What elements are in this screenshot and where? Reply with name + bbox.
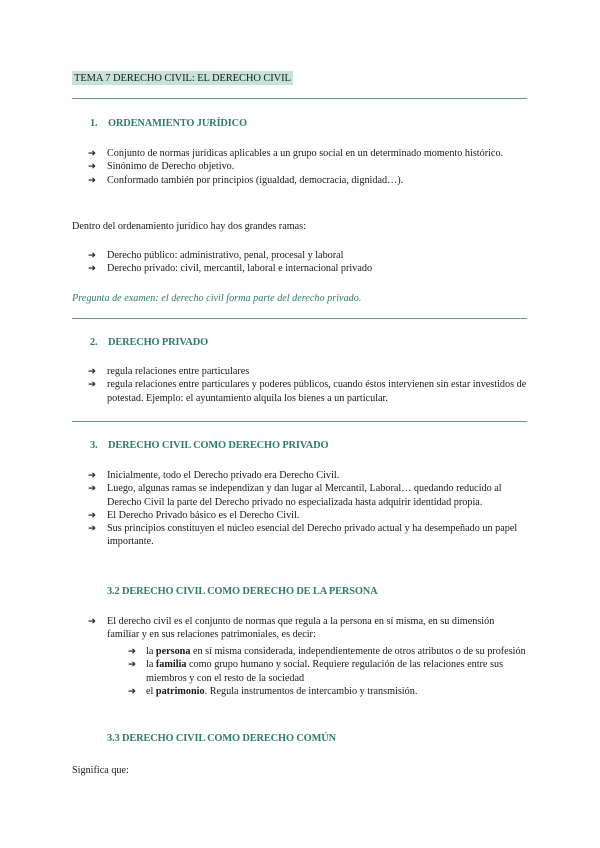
arrow-icon: ➔ bbox=[128, 685, 136, 697]
list-item: ➔ Conformado también por principios (igualdad, democracia, dignidad…). bbox=[88, 174, 404, 186]
ramas-list bbox=[88, 249, 528, 276]
divider bbox=[72, 421, 527, 422]
list-item: ➔ El Derecho Privado básico es el Derecho Civil. bbox=[88, 509, 300, 521]
document-title: TEMA 7 DERECHO CIVIL: EL DERECHO CIVIL bbox=[74, 73, 291, 84]
section-number: 2. bbox=[90, 337, 98, 348]
arrow-icon: ➔ bbox=[128, 646, 136, 657]
section-number: 3. bbox=[90, 440, 98, 451]
paragraph: Significa que: bbox=[72, 765, 129, 776]
section-3-2-heading: 3.2 DERECHO CIVIL COMO DERECHO DE LA PERSONA bbox=[107, 586, 378, 597]
list-item: ➔ Inicialmente, todo el Derecho privado era Derecho Civil. bbox=[88, 470, 340, 481]
list-item: ➔ Luego, algunas ramas se independizan y dan lugar al Mercantil, Laboral… quedando reducido al Derecho Civil la parte del Derecho privado no especializada hasta adquirir identidad propia. bbox=[88, 483, 502, 508]
divider bbox=[72, 318, 527, 319]
section-2-heading bbox=[90, 336, 208, 349]
exam-note: Pregunta de examen: el derecho civil forma parte del derecho privado. bbox=[72, 293, 362, 304]
list-item: ➔ regula relaciones entre particulares y poderes públicos, cuando éstos intervienen sin estar investidos de potestad. Ejemplo: el ayuntamiento alquila los bienes a un particular. bbox=[88, 379, 527, 404]
arrow-icon: ➔ bbox=[88, 509, 96, 521]
sub-list-item: ➔ el patrimonio. Regula instrumentos de intercambio y transmisión. bbox=[128, 685, 418, 697]
arrow-icon: ➔ bbox=[88, 174, 96, 186]
section-2-list bbox=[88, 365, 528, 405]
arrow-icon: ➔ bbox=[88, 366, 96, 377]
arrow-icon: ➔ bbox=[88, 379, 96, 391]
arrow-icon: ➔ bbox=[88, 148, 96, 159]
arrow-icon: ➔ bbox=[128, 659, 136, 671]
section-3-list bbox=[88, 469, 528, 549]
section-title: DERECHO PRIVADO bbox=[108, 337, 209, 348]
section-1-heading bbox=[90, 117, 247, 130]
section-title: DERECHO CIVIL COMO DERECHO PRIVADO bbox=[108, 440, 329, 451]
section-3-3-heading: 3.3 DERECHO CIVIL COMO DERECHO COMÚN bbox=[107, 733, 336, 744]
list-item: ➔ Sus principios constituyen el núcleo esencial del Derecho privado actual y ha desempeñado un papel importante. bbox=[88, 523, 518, 548]
arrow-icon: ➔ bbox=[88, 523, 96, 535]
list-item: ➔ regula relaciones entre particulares bbox=[88, 366, 250, 377]
arrow-icon: ➔ bbox=[88, 263, 96, 275]
section-3-heading bbox=[90, 439, 328, 452]
section-title: ORDENAMIENTO JURÍDICO bbox=[108, 118, 247, 129]
list-item: ➔ Conjunto de normas jurídicas aplicables a un grupo social en un determinado momento histórico. bbox=[88, 148, 504, 159]
divider bbox=[72, 98, 527, 99]
section-1-list bbox=[88, 147, 528, 187]
arrow-icon: ➔ bbox=[88, 470, 96, 481]
arrow-icon: ➔ bbox=[88, 616, 96, 627]
section-number: 1. bbox=[90, 118, 98, 129]
section-3-2-sublist bbox=[128, 645, 528, 698]
arrow-icon: ➔ bbox=[88, 250, 96, 261]
list-item: ➔ Derecho público: administrativo, penal, procesal y laboral bbox=[88, 250, 344, 261]
list-item: ➔ El derecho civil es el conjunto de normas que regula a la persona en sí misma, en su dimensión familiar y en sus relaciones patrimoniales, es decir: bbox=[88, 616, 495, 641]
list-item: ➔ Derecho privado: civil, mercantil, laboral e internacional privado bbox=[88, 263, 373, 275]
paragraph: Dentro del ordenamiento jurídico hay dos grandes ramas: bbox=[72, 221, 306, 232]
sub-list-item: ➔ la persona en sí misma considerada, independientemente de otros atributos o de su profesión bbox=[128, 646, 526, 657]
section-3-2-list bbox=[88, 615, 528, 642]
list-item: ➔ Sinónimo de Derecho objetivo. bbox=[88, 161, 235, 173]
arrow-icon: ➔ bbox=[88, 161, 96, 173]
arrow-icon: ➔ bbox=[88, 483, 96, 495]
sub-list-item: ➔ la familia como grupo humano y social. Requiere regulación de las relaciones entre sus miembros y con el resto de la sociedad bbox=[128, 659, 504, 684]
